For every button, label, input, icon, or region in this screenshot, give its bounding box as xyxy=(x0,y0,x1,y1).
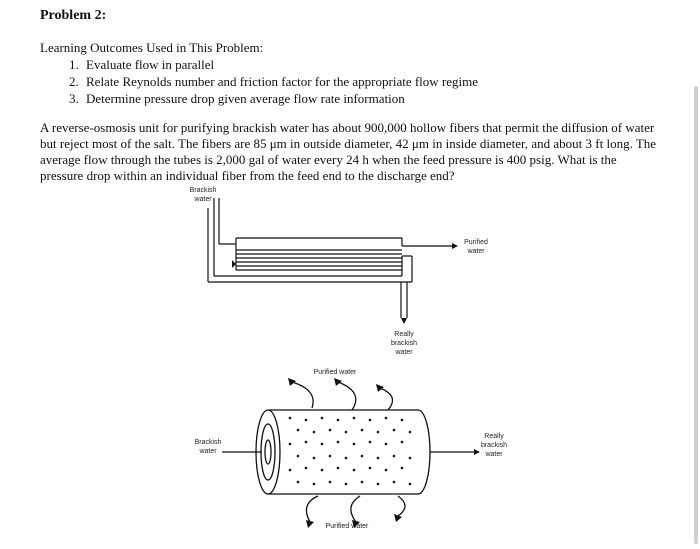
label-line: water xyxy=(485,451,503,458)
membrane-pores xyxy=(289,417,412,486)
label-line: Purified xyxy=(464,239,488,246)
label-line: water xyxy=(199,448,217,455)
label-line: Brackish xyxy=(194,439,222,446)
label-line: water xyxy=(467,248,485,255)
label-line: brackish xyxy=(390,340,418,347)
label-line: water xyxy=(194,196,212,203)
outcome-item: 3. Determine pressure drop given average flow rate information xyxy=(82,90,478,107)
problem-title: Problem 2: xyxy=(40,8,107,23)
purified-water-label-lower: Purified water xyxy=(325,523,369,530)
outcome-item: 1. Evaluate flow in parallel xyxy=(82,56,478,73)
problem-statement: A reverse-osmosis unit for purifying brackish water has about 900,000 hollow fibers that permit the diffusion of water but reject most of the salt. The fibers are 85 μm in outside diameter, 42 μm in inside diameter, and about 3 ft long. The average flow through the tubes is 2,000 gal of water every 24 h when the feed pressure is 400 psig. What is the pressure drop within an individual fiber from the feed end to the discharge end? xyxy=(40,120,657,183)
label-line: Really xyxy=(394,331,414,338)
outcome-item: 2. Relate Reynolds number and friction factor for the appropriate flow regime xyxy=(82,73,478,90)
label-line: Brackish xyxy=(189,187,217,194)
purified-water-label-upper: Purified water xyxy=(313,369,357,376)
really-brackish-label-fiber xyxy=(476,432,512,459)
outcomes-heading: Learning Outcomes Used in This Problem: xyxy=(40,40,264,55)
label-line: water xyxy=(395,349,413,356)
label-line: brackish xyxy=(480,442,508,449)
brackish-water-label-fiber xyxy=(190,438,226,456)
label-line: Really xyxy=(484,433,504,440)
